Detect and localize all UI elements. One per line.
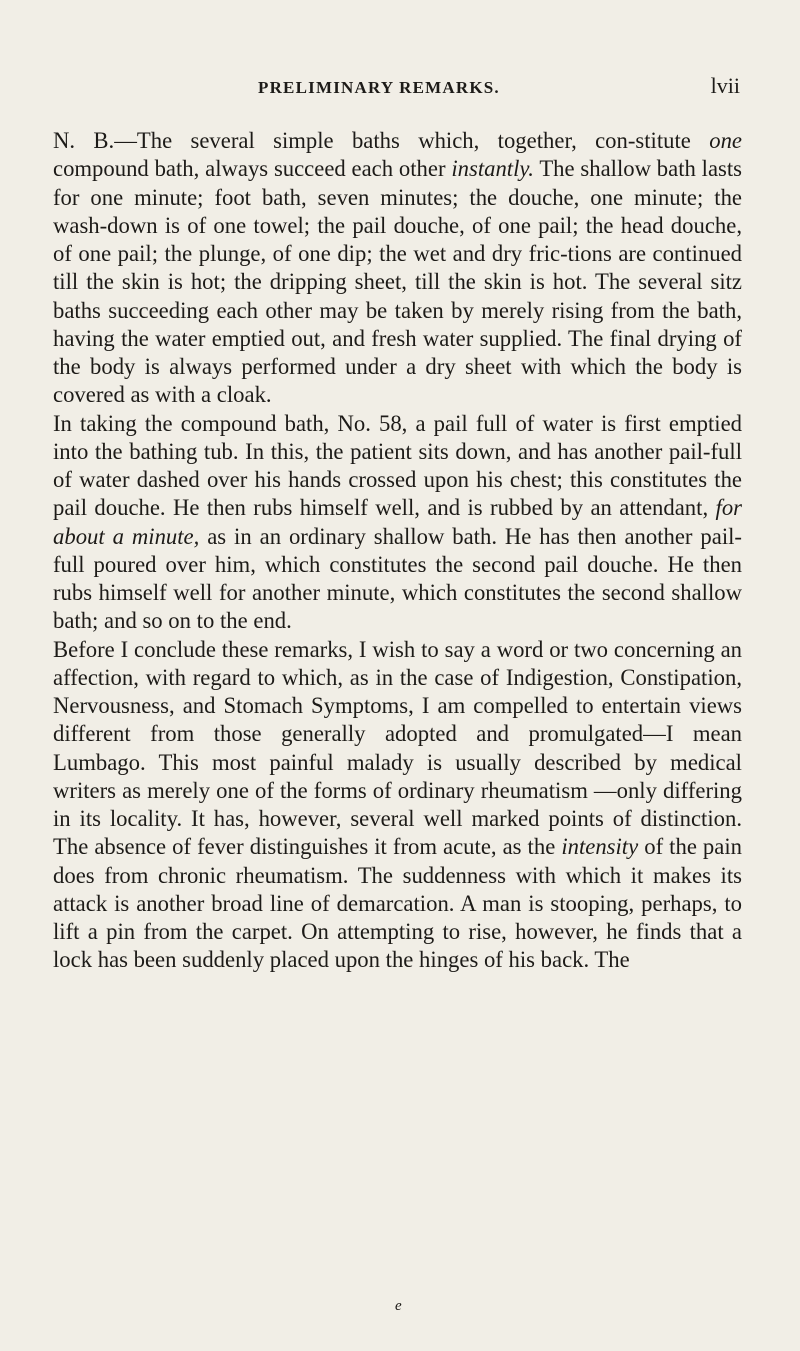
page-number: lvii (710, 73, 740, 98)
text-run: as in an ordinary shallow bath. He has then another pail-full poured over him, which constitutes the second pail douche. He then rubs himself well for another minute, which constitutes the second shallow bath; and so on to the end. (53, 523, 742, 634)
paragraph (53, 636, 742, 975)
body-text (53, 127, 742, 975)
text-run: of the pain does from chronic rheumatism. The suddenness with which it makes its attack is another broad line of demarcation. A man is stooping, perhaps, to lift a pin from the carpet. On attempting to rise, however, he finds that a lock has been suddenly placed upon the hinges of his back. The (53, 834, 742, 973)
paragraph (53, 410, 742, 636)
running-title: PRELIMINARY REMARKS. (258, 78, 500, 97)
text-run: compound bath, always succeed each other (53, 156, 452, 182)
text-run: The shallow bath lasts for one minute; foot bath, seven minutes; the douche, one minute; the wash-down is of one towel; the pail douche, of one pail; the head douche, of one pail; the plunge, of one dip; the wet and dry fric-tions are continued till the skin is hot; the dripping sheet, till the skin is hot. The several sitz baths succeeding each other may be taken by merely rising from the bath, having the water emptied out, and fresh water supplied. The final drying of the body is always performed under a dry sheet with which the body is covered as with a cloak. (53, 156, 742, 408)
italic-run: instantly. (451, 156, 534, 182)
italic-run: one (709, 128, 742, 153)
signature-mark: e (395, 1298, 402, 1314)
italic-run: for about a minute, (53, 495, 742, 549)
italic-run: intensity (561, 834, 639, 860)
paragraph (53, 127, 742, 410)
text-run: In taking the compound bath, No. 58, a pail full of water is first emptied into the bathing tub. In this, the patient sits down, and has another pail-full of water dashed over his hands crossed upon his chest; this constitutes the pail douche. He then rubs himself well, and is rubbed by an attendant, (53, 410, 742, 521)
text-run: Before I conclude these remarks, I wish to say a word or two concerning an affection, with regard to which, as in the case of Indigestion, Constipation, Nervousness, and Stomach Symptoms, I am compelled to entertain views different from those generally adopted and promulgated—I mean Lumbago. This most painful malady is usually described by medical writers as merely one of the forms of ordinary rheumatism —only differing in its locality. It has, however, several well marked points of distinction. The absence of fever distinguishes it from acute, as the (53, 636, 742, 860)
text-run: N. B.—The several simple baths which, together, con-stitute (53, 128, 710, 153)
